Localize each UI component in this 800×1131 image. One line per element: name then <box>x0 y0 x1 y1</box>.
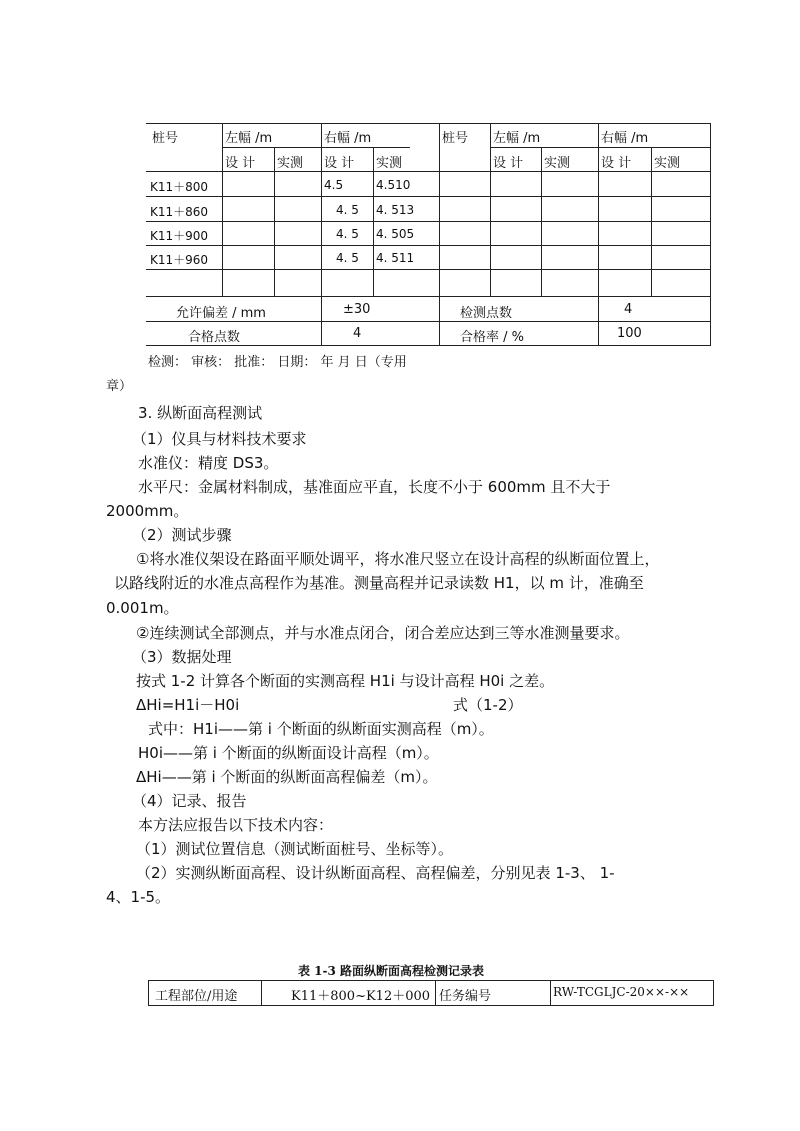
row-pile: K11＋960 <box>150 253 209 267</box>
task-number-label: 任务编号 <box>439 989 492 1004</box>
header-left-width-left: 左幅 /m <box>225 131 273 146</box>
header-right-width-left: 右幅 /m <box>324 131 372 146</box>
check-points-value: 4 <box>624 302 633 317</box>
subheader-measured: 实测 <box>277 156 304 171</box>
subheader-measured: 实测 <box>544 156 571 171</box>
row-right-design: 4. 5 <box>336 227 359 241</box>
pass-rate-label: 合格率 / % <box>460 330 524 345</box>
project-part-value: K11＋800~K12＋000 <box>291 989 431 1004</box>
row-right-measured: 4. 513 <box>376 203 415 217</box>
row-pile: K11＋800 <box>150 180 209 194</box>
row-right-design: 4. 5 <box>336 251 359 265</box>
paragraph: 0.001m。 <box>106 599 179 617</box>
paragraph: 4、1-5。 <box>106 888 171 906</box>
subsection-heading: （4）记录、报告 <box>132 792 247 810</box>
section-heading: 3. 纵断面高程测试 <box>138 404 263 422</box>
formula-number: 式（1-2） <box>453 696 523 714</box>
subheader-measured: 实测 <box>654 156 681 171</box>
paragraph: 式中：H1i——第 i 个断面的纵断面实测高程（m）。 <box>148 720 494 738</box>
formula: ΔHi=H1i－H0i <box>136 696 240 714</box>
signature-line: 检测： 审核： 批准： 日期： 年 月 日（专用 <box>148 355 407 370</box>
subheader-design: 设 计 <box>601 156 632 171</box>
task-number-value: RW-TCGLJC-20××-×× <box>553 985 690 999</box>
subsection-heading: （1）仪具与材料技术要求 <box>132 430 307 448</box>
row-pile: K11＋900 <box>150 229 209 243</box>
paragraph: 本方法应报告以下技术内容： <box>138 816 334 834</box>
paragraph: ②连续测试全部测点，并与水准点闭合，闭合差应达到三等水准测量要求。 <box>136 624 630 642</box>
row-right-measured: 4. 505 <box>376 227 415 241</box>
qualified-points-label: 合格点数 <box>188 330 241 345</box>
check-points-label: 检测点数 <box>460 306 513 321</box>
paragraph: 2000mm。 <box>106 502 189 520</box>
subheader-measured: 实测 <box>376 156 403 171</box>
header-pile-right: 桩号 <box>442 131 469 146</box>
paragraph: ①将水准仪架设在路面平顺处调平，将水准尺竖立在设计高程的纵断面位置上， <box>136 550 660 568</box>
project-part-label: 工程部位/用途 <box>155 989 238 1004</box>
qualified-points-value: 4 <box>353 326 362 341</box>
paragraph: 按式 1-2 计算各个断面的实测高程 H1i 与设计高程 H0i 之差。 <box>136 672 555 690</box>
subsection-heading: （3）数据处理 <box>132 648 232 666</box>
row-pile: K11＋860 <box>150 205 209 219</box>
header-left-width-right: 左幅 /m <box>493 131 541 146</box>
paragraph: ΔHi——第 i 个断面的纵断面高程偏差（m）。 <box>136 768 438 786</box>
pass-rate-value: 100 <box>617 326 642 341</box>
subheader-design: 设 计 <box>225 156 256 171</box>
subheader-design: 设 计 <box>493 156 524 171</box>
allowed-deviation-label: 允许偏差 / mm <box>176 306 266 321</box>
row-right-design: 4. 5 <box>336 203 359 217</box>
paragraph: 以路线附近的水准点高程作为基准。测量高程并记录读数 H1，以 m 计，准确至 <box>114 574 644 592</box>
elevation-record-table <box>148 980 714 1006</box>
paragraph: 水准仪：精度 DS3。 <box>138 454 279 472</box>
allowed-deviation-value: ±30 <box>343 302 371 317</box>
row-right-measured: 4. 511 <box>376 251 415 265</box>
header-right-width-right: 右幅 /m <box>601 131 649 146</box>
width-check-table <box>146 123 711 346</box>
paragraph: 水平尺：金属材料制成，基准面应平直，长度不小于 600mm 且不大于 <box>138 478 611 496</box>
signature-line-cont: 章） <box>106 379 133 394</box>
table-caption: 表 1-3 路面纵断面高程检测记录表 <box>298 964 485 978</box>
paragraph: H0i——第 i 个断面的纵断面设计高程（m）。 <box>138 744 439 762</box>
header-pile-left: 桩号 <box>152 131 179 146</box>
subheader-design: 设 计 <box>324 156 355 171</box>
paragraph: （2）实测纵断面高程、设计纵断面高程、高程偏差，分别见表 1-3、 1- <box>136 864 615 882</box>
paragraph: （1）测试位置信息（测试断面桩号、坐标等）。 <box>136 840 454 858</box>
subsection-heading: （2）测试步骤 <box>132 526 232 544</box>
row-right-design: 4.5 <box>324 178 344 192</box>
row-right-measured: 4.510 <box>376 178 411 192</box>
